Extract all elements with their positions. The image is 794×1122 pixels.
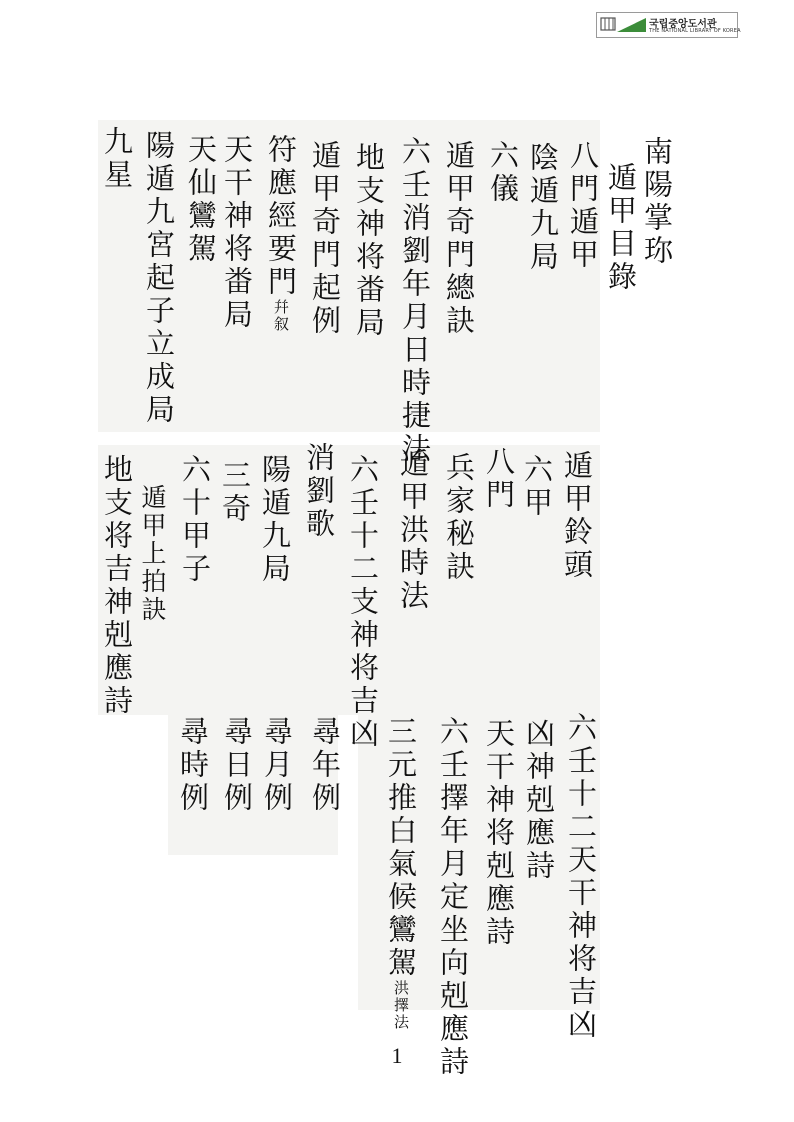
toc-entry: 尋月例 [260,716,294,815]
library-name-english: THE NATIONAL LIBRARY OF KOREA [649,28,741,34]
toc-entry: 天干神将剋應詩 [482,718,516,949]
toc-entry: 八門 [482,446,516,512]
toc-entry: 陰遁九局 [526,142,560,274]
toc-entry: 六壬擇年月定坐向剋應詩 [436,716,470,1079]
toc-entry [264,134,298,333]
toc-entry: 遁甲奇門總訣 [442,140,476,338]
toc-entry: 兵家秘訣 [442,452,476,584]
toc-entry: 地支将吉神剋應詩 [100,454,134,718]
toc-entry: 六壬十二天干神将吉凶 [564,712,598,1042]
toc-entry-text: 符應經要門 [264,134,298,299]
toc-entry: 遁甲洪時法 [396,448,430,613]
toc-entry: 尋時例 [176,716,210,815]
toc-entry: 三奇 [218,460,252,526]
toc-heading-column: 遁甲目錄 [604,162,638,294]
toc-entry-note: 幷叙 [272,299,290,333]
toc-entry: 八門遁甲 [566,140,600,272]
toc-entry: 六壬十二支神将吉凶 [346,454,380,751]
toc-entry-text: 三元推白氣候鸞駕 [384,716,418,980]
toc-entry: 消劉歌 [302,442,336,541]
toc-entry: 尋日例 [220,716,254,815]
toc-entry: 天干神将畨局 [220,134,254,332]
toc-entry-note: 洪擇法 [392,980,410,1031]
toc-entry: 凶神剋應詩 [522,718,556,883]
page-number: 1 [391,1043,403,1068]
toc-entry: 六甲 [520,454,554,520]
toc-entry: 六壬消劉年月日時捷法 [398,136,432,466]
toc-entry: 地支神将畨局 [352,142,386,340]
library-logo-mark-icon [600,16,646,34]
toc-entry: 遁甲奇門起例 [308,140,342,338]
toc-entry: 遁甲鈴頭 [560,450,594,582]
toc-entry: 六十甲子 [178,454,212,586]
toc-entry: 遁甲上拍訣 [138,484,167,624]
title-column: 南陽掌珎 [640,136,674,268]
toc-entry [384,716,418,1031]
library-logo [596,12,741,38]
library-name-korean: 국립중앙도서관 [649,19,717,30]
toc-entry: 天仙鸞駕 [184,134,218,266]
toc-entry: 六儀 [486,140,520,206]
manuscript-scan [98,120,674,1079]
toc-entry: 九星 [100,126,134,192]
toc-entry: 陽遁九宮起子立成局 [142,130,176,427]
toc-entry: 尋年例 [308,716,342,815]
toc-entry: 陽遁九局 [258,454,292,586]
